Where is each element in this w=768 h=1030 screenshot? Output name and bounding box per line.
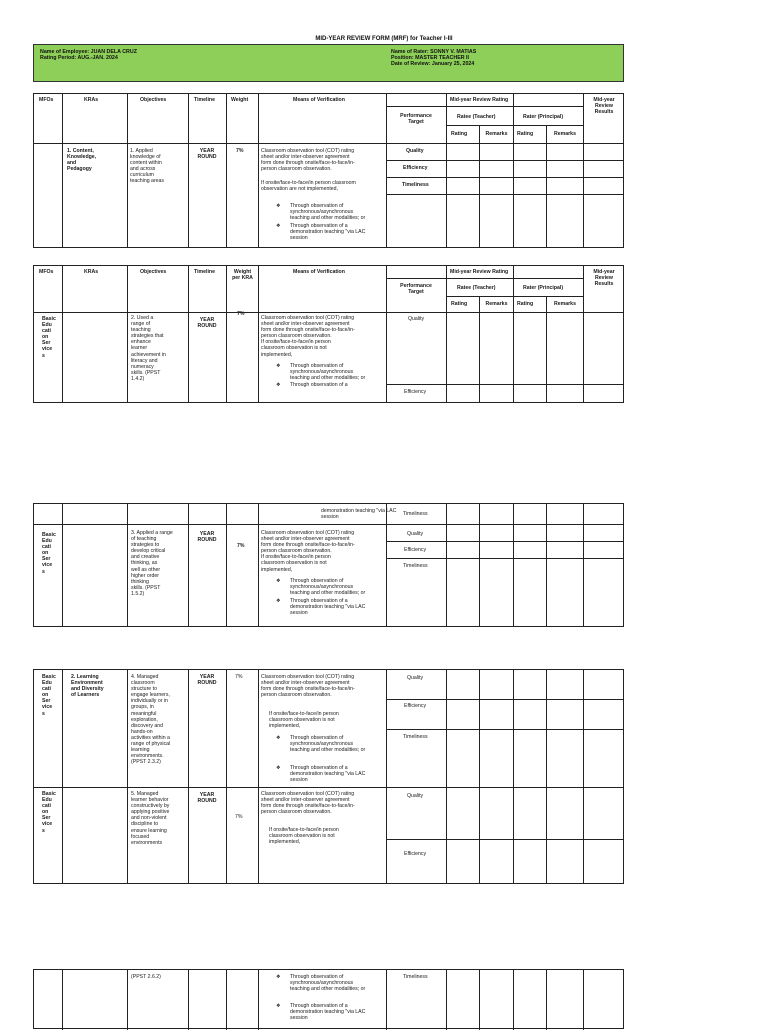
bullet-icon: ❖ (276, 203, 281, 209)
target-timeliness: Timeliness (403, 974, 428, 980)
header-mid-results: Mid-year Review Results (593, 97, 615, 116)
mov-bullet: Through observation of a demonstration teaching "via LAC session (290, 223, 366, 242)
header-mid-results: Mid-year Review Results (593, 269, 615, 288)
target-timeliness: Timeliness (402, 182, 429, 188)
header-rating: Rating (517, 301, 534, 307)
mov-bullet: Through observation of synchronous/asynchronous teaching and other modalities; or (290, 735, 366, 754)
rater-name: Name of Rater: SONNY V. MATIAS (391, 49, 477, 55)
header-timeline: Timeline (194, 269, 215, 275)
bullet-icon: ❖ (276, 974, 281, 980)
header-rater: Rater (Principal) (523, 114, 564, 120)
bullet-icon: ❖ (276, 223, 281, 229)
objective-4: 4. Managed classroom structure to engage learners, individually or in groups, in meaningful exploration, discovery and hands-on activities within a range of physical learning environments. (PPST 2.3.2) (131, 674, 171, 766)
target-timeliness: Timeliness (403, 511, 428, 517)
mfo-basic-education-services: Basic Edu cati on Ser vice s (42, 532, 56, 575)
review-table-1 (33, 93, 624, 248)
mov-text: If onsite/face-to-face/in person classroom observation is not implemented, (269, 827, 339, 846)
header-mid-rating: Mid-year Review Rating (450, 269, 509, 275)
mov-text: Classroom observation tool (COT) rating sheet and/or inter-observer agreement form done through onsite/face-to-face/in- person classroom observation. (261, 674, 355, 699)
mov-bullet: Through observation of synchronous/asynchronous teaching and other modalities; or (290, 974, 366, 993)
timeline: YEAR ROUND (197, 792, 217, 805)
review-table-4 (33, 669, 624, 884)
target-timeliness: Timeliness (403, 563, 428, 569)
rating-period: Rating Period: AUG.-JAN. 2024 (40, 55, 118, 61)
bullet-icon: ❖ (276, 1003, 281, 1009)
target-efficiency: Efficiency (404, 547, 427, 553)
target-quality: Quality (407, 793, 424, 799)
mov-text: If onsite/face-to-face/in person classroom observation is not implemented, (269, 711, 339, 730)
timeline: YEAR ROUND (197, 674, 217, 687)
mov-bullet: Through observation of a demonstration teaching "via LAC session (290, 1003, 366, 1022)
employee-name: Name of Employee: JUAN DELA CRUZ (40, 49, 137, 55)
timeline: YEAR ROUND (197, 148, 217, 161)
target-quality: Quality (408, 316, 425, 322)
header-rater: Rater (Principal) (523, 285, 564, 291)
rater-position: Position: MASTER TEACHER II (391, 55, 469, 61)
objective-5: 5. Managed learner behavior constructively by applying positive and non-violent discipline to ensure learning focused environments (131, 791, 170, 846)
header-remarks: Remarks (554, 131, 576, 137)
header-mov: Means of Verification (293, 97, 345, 103)
header-timeline: Timeline (194, 97, 215, 103)
mfo-basic-education-services: Basic Edu cati on Ser vice s (42, 316, 56, 359)
header-rating: Rating (517, 131, 534, 137)
weight: 7% (235, 674, 243, 680)
mov-bullet: Through observation of a demonstration teaching "via LAC session (290, 765, 366, 784)
header-weight: Weight (231, 97, 249, 103)
weight: 7% (237, 311, 245, 317)
mov-text: Classroom observation tool (COT) rating sheet and/or inter-observer agreement form done through onsite/face-to-face/in- person classroom observation. (261, 148, 355, 173)
header-mid-rating: Mid-year Review Rating (450, 97, 509, 103)
header-kras: KRAs (84, 97, 99, 103)
header-remarks: Remarks (485, 301, 508, 307)
mov-text: If onsite/face-to-face/in person classroom observation are not implemented, (261, 180, 356, 193)
header-weight-per-kra: Weight per KRA (232, 269, 253, 282)
review-table-5 (33, 969, 624, 1029)
objective-1: 1. Applied knowledge of content within and across curriculum teaching areas (130, 148, 165, 185)
header-rating: Rating (451, 131, 468, 137)
header-objectives: Objectives (140, 97, 167, 103)
header-rating: Rating (451, 301, 468, 307)
header-remarks: Remarks (554, 301, 576, 307)
mov-bullet: Through observation of a (290, 382, 348, 388)
header-remarks: Remarks (485, 131, 508, 137)
header-perf-target: Performance Target (400, 113, 432, 126)
mov-text: Classroom observation tool (COT) rating sheet and/or inter-observer agreement form done through onsite/face-to-face/in- person classroom observation. (261, 791, 355, 816)
header-mov: Means of Verification (293, 269, 345, 275)
header-ratee: Ratee (Teacher) (457, 114, 496, 120)
mov-text: Classroom observation tool (COT) rating sheet and/or inter-observer agreement form done through onsite/face-to-face/in- person classroom observation. If onsite/face-to-face/in person classroom observation is not implemented, (261, 530, 355, 573)
review-date: Date of Review: January 25, 2024 (391, 61, 475, 67)
weight: 7% (237, 543, 245, 549)
header-ratee: Ratee (Teacher) (457, 285, 496, 291)
target-quality: Quality (407, 531, 424, 537)
header-mfos: MFOs (39, 97, 54, 103)
target-efficiency: Efficiency (403, 165, 428, 171)
kra-learning-environment: 2. Learning Environment and Diversity of Learners (71, 674, 104, 699)
mov-text: Classroom observation tool (COT) rating sheet and/or inter-observer agreement form done through onsite/face-to-face/in- person classroom observation. If onsite/face-to-face/in person classroom observation is not implemented, (261, 315, 355, 358)
target-timeliness: Timeliness (403, 734, 428, 740)
header-mfos: MFOs (39, 269, 54, 275)
review-table-2 (33, 265, 624, 403)
form-title: MID-YEAR REVIEW FORM (MRF) for Teacher I-III (315, 36, 453, 42)
header-perf-target: Performance Target (400, 283, 432, 296)
bullet-icon: ❖ (276, 382, 281, 388)
mfo-basic-education-services: Basic Edu cati on Ser vice s (42, 674, 56, 717)
rater-info (391, 49, 476, 67)
mov-bullet: Through observation of synchronous/asynchronous teaching and other modalities; or (290, 363, 366, 382)
employee-info (40, 49, 137, 61)
bullet-icon: ❖ (276, 735, 281, 741)
target-efficiency: Efficiency (404, 389, 427, 395)
header-kras: KRAs (84, 269, 99, 275)
kra-content-knowledge: 1. Content, Knowledge, and Pedagogy (67, 148, 97, 173)
review-table-3 (33, 503, 624, 627)
timeline: YEAR ROUND (197, 317, 217, 330)
objective-3: 3. Applied a range of teaching strategies to develop critical and creative thinking, as well as other higher order thinking skills. (PPST 1.5.2) (131, 530, 173, 597)
objective-5-ppst: (PPST 2.6.2) (131, 974, 161, 980)
bullet-icon: ❖ (276, 363, 281, 369)
mov-bullet: Through observation of synchronous/asynchronous teaching and other modalities; or (290, 578, 366, 597)
target-quality: Quality (406, 148, 424, 154)
objective-2: 2. Used a range of teaching strategies that enhance learner achievement in literacy and numeracy skills. (PPST 1.4.2) (131, 315, 166, 382)
employee-info-box (33, 44, 624, 82)
header-objectives: Objectives (140, 269, 167, 275)
mov-bullet: Through observation of a demonstration teaching "via LAC session (290, 598, 366, 617)
target-efficiency: Efficiency (404, 851, 427, 857)
mfo-basic-education-services: Basic Edu cati on Ser vice s (42, 791, 56, 834)
weight: 7% (236, 148, 244, 154)
bullet-icon: ❖ (276, 578, 281, 584)
bullet-icon: ❖ (276, 598, 281, 604)
target-quality: Quality (407, 675, 424, 681)
bullet-icon: ❖ (276, 765, 281, 771)
target-efficiency: Efficiency (404, 703, 427, 709)
mov-bullet-cont: demonstration teaching "via LAC session (321, 508, 397, 521)
weight: 7% (235, 814, 243, 820)
timeline: YEAR ROUND (197, 531, 217, 544)
mov-bullet: Through observation of synchronous/asynchronous teaching and other modalities; or (290, 203, 366, 222)
